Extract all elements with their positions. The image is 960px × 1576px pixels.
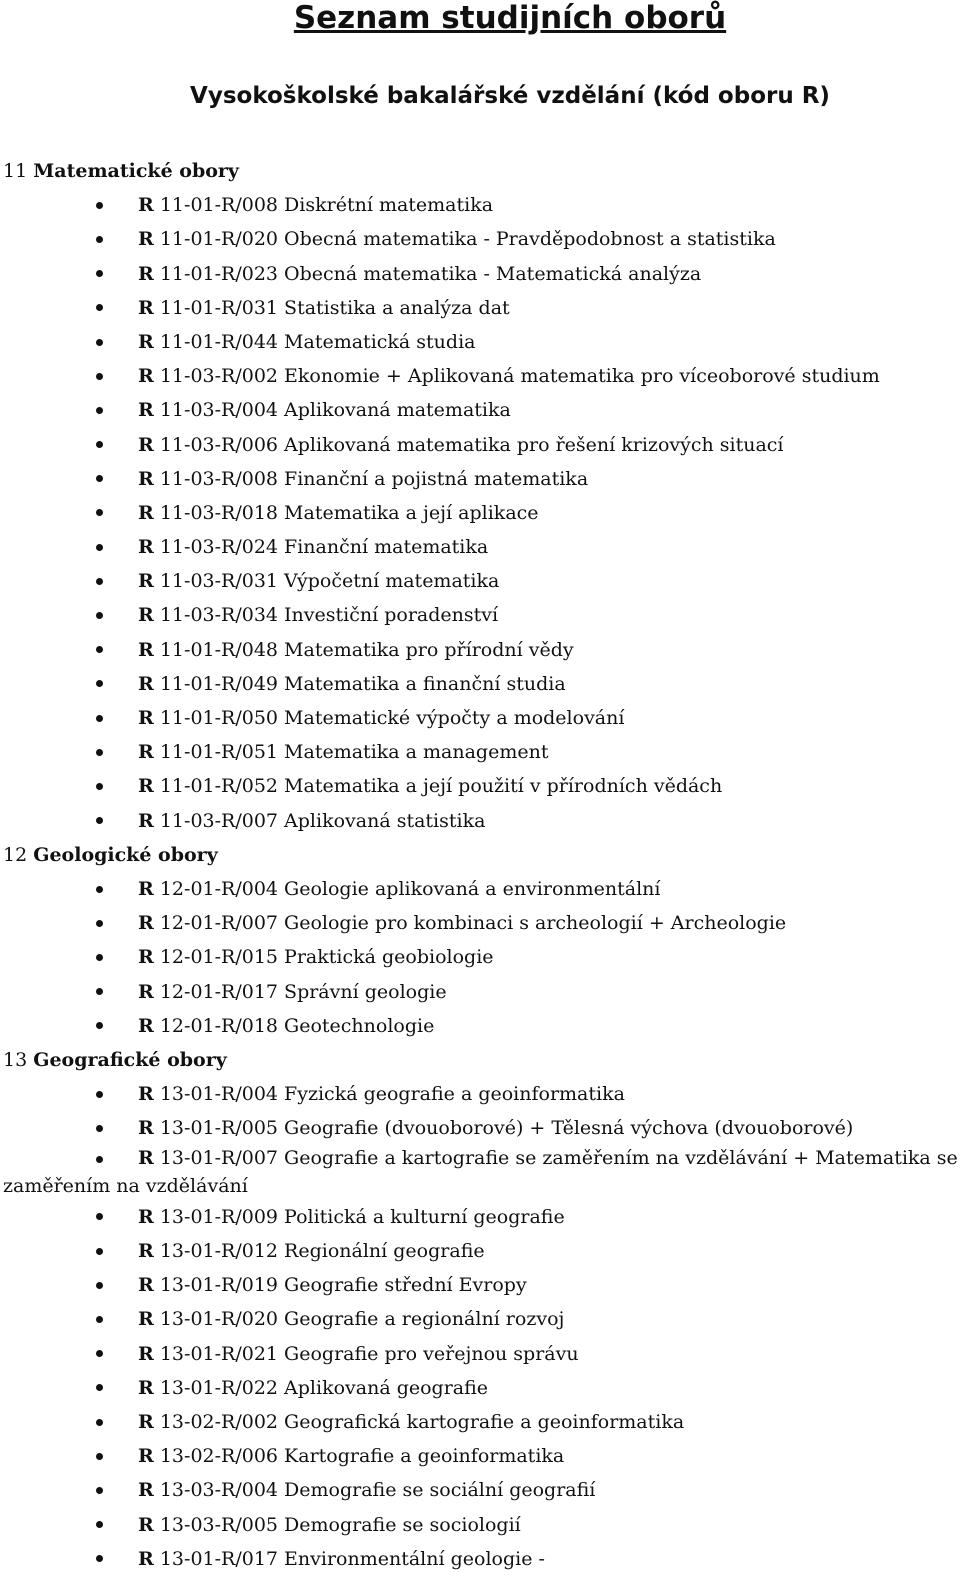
list-item [3,633,958,667]
item-text: 11-01-R/048 Matematika pro přírodní vědy [159,638,574,661]
item-text: 11-03-R/006 Aplikovaná matematika pro řešení krizových situací [159,433,784,456]
item-prefix: R [138,1445,154,1468]
section-name: Geografické obory [33,1048,227,1071]
bullet-icon [96,886,103,893]
item-prefix: R [138,672,154,695]
list-item [3,325,958,359]
bullet-icon [96,783,103,790]
item-prefix: R [138,877,154,900]
item-prefix: R [138,262,154,285]
bullet-icon [96,441,103,448]
item-prefix: R [138,1410,154,1433]
item-prefix: R [138,1342,154,1365]
list-item [3,872,958,906]
item-text: 11-01-R/051 Matematika a management [159,741,549,764]
list-item [3,1145,958,1199]
bullet-icon [96,715,103,722]
item-text: 11-03-R/002 Ekonomie + Aplikovaná matematika pro víceoborové studium [159,365,880,388]
bullet-icon [96,954,103,961]
bullet-icon [96,270,103,277]
item-text: 11-01-R/052 Matematika a její použití v přírodních vědách [159,775,723,798]
list-item [3,359,958,393]
section-item-list [3,188,958,838]
item-text: 13-01-R/007 Geografie a kartografie se zaměřením na vzdělávání + Matematika se zaměřením na vzdělávání [3,1147,958,1197]
bullet-icon [96,1350,103,1357]
bullet-icon [96,1248,103,1255]
item-text: 13-01-R/020 Geografie a regionální rozvoj [159,1308,565,1331]
item-prefix: R [138,501,154,524]
item-text: 11-01-R/008 Diskrétní matematika [159,194,494,217]
list-item [3,1473,958,1507]
list-item [3,906,958,940]
list-item [3,598,958,632]
item-prefix: R [138,330,154,353]
bullet-icon [96,988,103,995]
list-item [3,1302,958,1336]
bullet-icon [96,1453,103,1460]
item-prefix: R [138,570,154,593]
item-text: 11-01-R/044 Matematická studia [159,330,476,353]
bullet-icon [96,544,103,551]
section-heading [3,154,958,188]
item-text: 13-03-R/005 Demografie se sociologií [159,1513,521,1536]
item-prefix: R [138,1274,154,1297]
bullet-icon [96,304,103,311]
list-item [3,188,958,222]
item-text: 11-03-R/031 Výpočetní matematika [159,570,500,593]
item-prefix: R [138,1308,154,1331]
item-text: 13-01-R/009 Politická a kulturní geografie [159,1205,565,1228]
bullet-icon [96,680,103,687]
item-prefix: R [138,1513,154,1536]
list-item [3,1200,958,1234]
bullet-icon [96,236,103,243]
bullet-icon [96,1419,103,1426]
item-text: 11-03-R/007 Aplikovaná statistika [159,809,486,832]
item-text: 11-03-R/018 Matematika a její aplikace [159,501,539,524]
item-prefix: R [138,1205,154,1228]
list-item [3,1405,958,1439]
list-item [3,769,958,803]
item-text: 13-01-R/022 Aplikovaná geografie [159,1376,489,1399]
item-prefix: R [138,1083,154,1106]
item-prefix: R [138,467,154,490]
item-text: 12-01-R/017 Správní geologie [159,980,447,1003]
item-prefix: R [138,194,154,217]
list-item [3,1337,958,1371]
section-name: Matematické obory [33,160,239,182]
item-text: 11-01-R/020 Obecná matematika - Pravděpodobnost a statistika [159,228,776,251]
bullet-icon [96,578,103,585]
item-prefix: R [138,912,154,935]
list-item [3,804,958,838]
bullet-icon [96,1022,103,1029]
list-item [3,1077,958,1111]
section-heading [3,1043,958,1077]
item-prefix: R [138,775,154,798]
item-text: 12-01-R/018 Geotechnologie [159,1014,435,1037]
bullet-icon [96,1555,103,1562]
item-text: 11-01-R/049 Matematika a finanční studia [159,672,566,695]
bullet-icon [96,475,103,482]
item-text: 12-01-R/007 Geologie pro kombinaci s archeologií + Archeologie [159,912,787,935]
item-prefix: R [138,1479,154,1502]
bullet-icon [96,1156,103,1163]
bullet-icon [96,1316,103,1323]
list-item [3,257,958,291]
item-text: 11-01-R/031 Statistika a analýza dat [159,296,510,319]
bullet-icon [96,1487,103,1494]
section-name: Geologické obory [33,843,218,866]
bullet-icon [96,1213,103,1220]
item-prefix: R [138,741,154,764]
item-text: 13-02-R/006 Kartografie a geoinformatika [159,1445,565,1468]
item-text: 11-01-R/050 Matematické výpočty a modelování [159,707,625,729]
bullet-icon [96,817,103,824]
bullet-icon [96,1091,103,1098]
list-item [3,564,958,598]
list-item [3,1111,958,1145]
item-text: 12-01-R/004 Geologie aplikovaná a environmentální [159,877,661,900]
list-item [3,291,958,325]
bullet-icon [96,1282,103,1289]
bullet-icon [96,749,103,756]
item-text: 13-01-R/012 Regionální geografie [159,1240,485,1263]
list-item [3,1508,958,1542]
list-item [3,1542,958,1576]
item-text: 11-03-R/004 Aplikovaná matematika [159,399,511,422]
section-number: 11 [3,160,28,182]
item-prefix: R [138,1376,154,1399]
document-title: Seznam studijních oborů [293,0,727,36]
section-heading [3,838,958,872]
section-number: 13 [3,1048,28,1071]
item-text: 13-03-R/004 Demografie se sociální geografií [159,1479,596,1502]
item-text: 13-01-R/019 Geografie střední Evropy [159,1274,527,1297]
list-item [3,496,958,530]
item-text: 13-01-R/017 Environmentální geologie - [159,1547,545,1570]
list-item [3,701,958,735]
item-text: 11-03-R/024 Finanční matematika [159,536,489,559]
list-item [3,1439,958,1473]
list-item [3,975,958,1009]
item-prefix: R [138,1240,154,1263]
item-text: 11-01-R/023 Obecná matematika - Matematická analýza [159,262,702,285]
program-list [3,154,958,1576]
item-text: 13-01-R/005 Geografie (dvouoborové) + Tělesná výchova (dvouoborové) [159,1117,854,1140]
item-text: 12-01-R/015 Praktická geobiologie [159,946,494,969]
item-text: 11-03-R/008 Finanční a pojistná matematika [159,467,589,490]
list-item [3,393,958,427]
item-prefix: R [138,1014,154,1037]
bullet-icon [96,612,103,619]
item-prefix: R [138,365,154,388]
list-item [3,530,958,564]
list-item [3,428,958,462]
item-prefix: R [138,604,154,627]
list-item [3,1371,958,1405]
bullet-icon [96,1384,103,1391]
document-subtitle: Vysokoškolské bakalářské vzdělání (kód oboru R) [190,83,830,109]
item-text: 13-01-R/004 Fyzická geografie a geoinformatika [159,1083,625,1106]
section-item-list [3,872,958,1043]
bullet-icon [96,646,103,653]
list-item [3,735,958,769]
list-item [3,1234,958,1268]
item-prefix: R [138,1547,154,1570]
item-prefix: R [138,536,154,559]
section-number: 12 [3,843,28,866]
item-prefix: R [138,1147,154,1170]
item-prefix: R [138,228,154,251]
bullet-icon [96,1125,103,1132]
list-item [3,667,958,701]
item-prefix: R [138,707,154,729]
bullet-icon [96,920,103,927]
item-text: 13-02-R/002 Geografická kartografie a geoinformatika [159,1410,685,1433]
list-item [3,1009,958,1043]
item-text: 13-01-R/021 Geografie pro veřejnou správu [159,1342,579,1365]
item-prefix: R [138,1117,154,1140]
list-item [3,1268,958,1302]
section-item-list [3,1077,958,1576]
bullet-icon [96,202,103,209]
list-item [3,462,958,496]
item-prefix: R [138,638,154,661]
bullet-icon [96,373,103,380]
item-prefix: R [138,980,154,1003]
item-prefix: R [138,433,154,456]
bullet-icon [96,339,103,346]
item-text: 11-03-R/034 Investiční poradenství [159,604,499,627]
bullet-icon [96,407,103,414]
item-prefix: R [138,399,154,422]
bullet-icon [96,1521,103,1528]
list-item [3,222,958,256]
item-prefix: R [138,809,154,832]
list-item [3,940,958,974]
bullet-icon [96,509,103,516]
item-prefix: R [138,946,154,969]
item-prefix: R [138,296,154,319]
